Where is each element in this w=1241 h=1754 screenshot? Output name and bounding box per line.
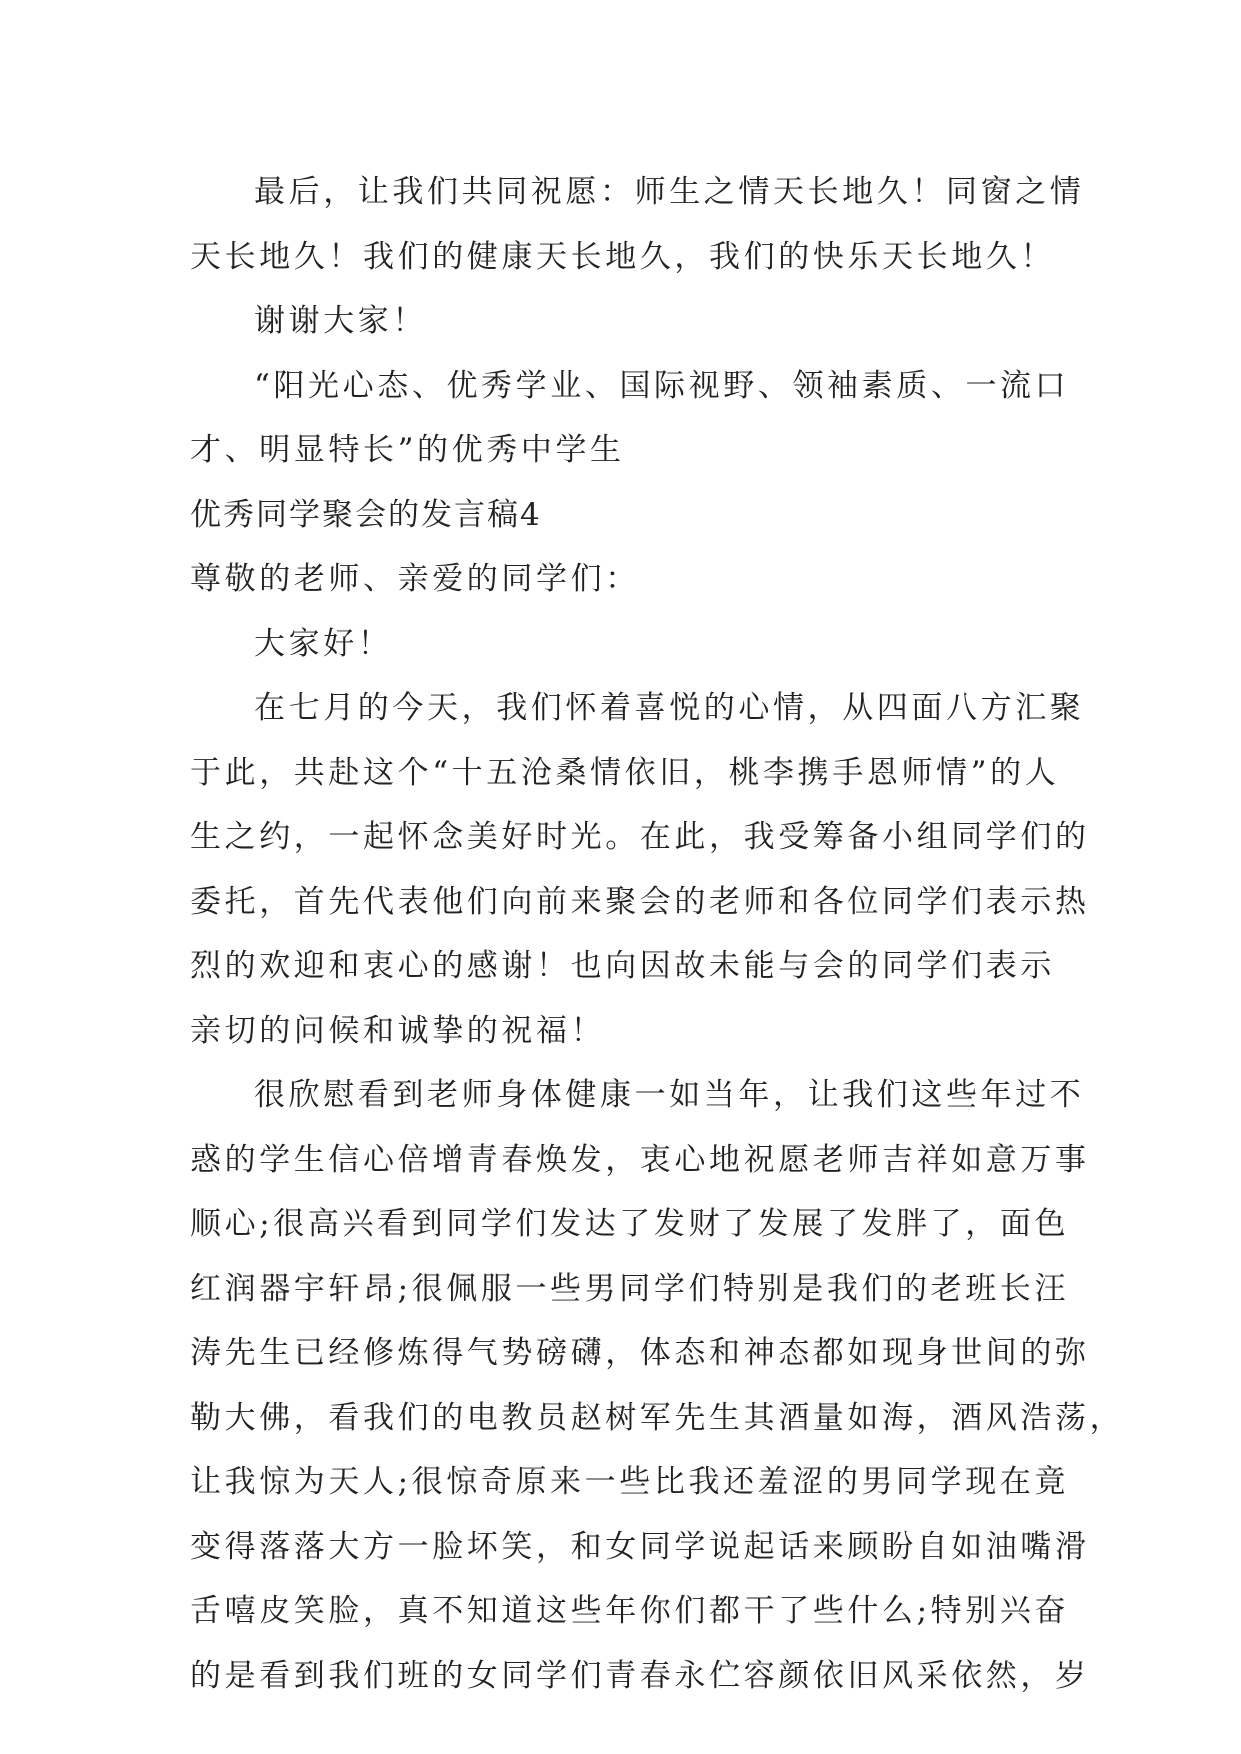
paragraph-line: 很欣慰看到老师身体健康一如当年，让我们这些年过不 <box>254 1077 1085 1113</box>
paragraph-line: 的是看到我们班的女同学们青春永伫容颜依旧风采依然，岁 <box>190 1657 1090 1694</box>
paragraph-line: 惑的学生信心倍增青春焕发，衷心地祝愿老师吉祥如意万事 <box>190 1141 1090 1178</box>
paragraph-line: 涛先生已经修炼得气势磅礴，体态和神态都如现身世间的弥 <box>190 1335 1090 1371</box>
paragraph-line: 勒大佛，看我们的电教员赵树军先生其酒量如海，酒风浩荡， <box>190 1399 1125 1436</box>
closing-line-2: 天长地久！我们的健康天长地久，我们的快乐天长地久！ <box>190 238 1055 275</box>
thanks-line: 谢谢大家！ <box>254 303 427 339</box>
paragraph-line: 变得落落大方一脸坏笑，和女同学说起话来顾盼自如油嘴滑 <box>190 1528 1090 1565</box>
paragraph-line: 在七月的今天，我们怀着喜悦的心情，从四面八方汇聚 <box>254 690 1085 726</box>
greeting-line: 大家好！ <box>254 625 393 662</box>
motto-line-1: “阳光心态、优秀学业、国际视野、领袖素质、一流口 <box>254 367 1070 404</box>
paragraph-line: 顺心;很高兴看到同学们发达了发财了发展了发胖了，面色 <box>190 1206 1070 1242</box>
document-body <box>190 160 1125 1708</box>
paragraph-2 <box>190 1063 1125 1708</box>
paragraph-line: 委托，首先代表他们向前来聚会的老师和各位同学们表示热 <box>190 883 1090 920</box>
paragraph-line: 亲切的问候和诚挚的祝福！ <box>190 1012 606 1049</box>
paragraph-1 <box>190 676 1090 1063</box>
paragraph-line: 烈的欢迎和衷心的感谢！也向因故未能与会的同学们表示 <box>190 948 1055 984</box>
paragraph-line: 于此，共赴这个“十五沧桑情依旧，桃李携手恩师情”的人 <box>190 754 1060 791</box>
paragraph-line: 让我惊为天人;很惊奇原来一些比我还羞涩的男同学现在竟 <box>190 1464 1070 1500</box>
paragraph-line: 舌嘻皮笑脸，真不知道这些年你们都干了些什么;特别兴奋 <box>190 1593 1070 1629</box>
salutation-line: 尊敬的老师、亲爱的同学们： <box>190 561 640 597</box>
closing-line-1: 最后，让我们共同祝愿：师生之情天长地久！同窗之情 <box>254 174 1085 210</box>
paragraph-line: 生之约，一起怀念美好时光。在此，我受筹备小组同学们的 <box>190 819 1090 855</box>
motto-line-2: 才、明显特长”的优秀中学生 <box>190 432 625 468</box>
paragraph-line: 红润器宇轩昂;很佩服一些男同学们特别是我们的老班长汪 <box>190 1270 1070 1307</box>
section-title: 优秀同学聚会的发言稿4 <box>190 496 542 533</box>
